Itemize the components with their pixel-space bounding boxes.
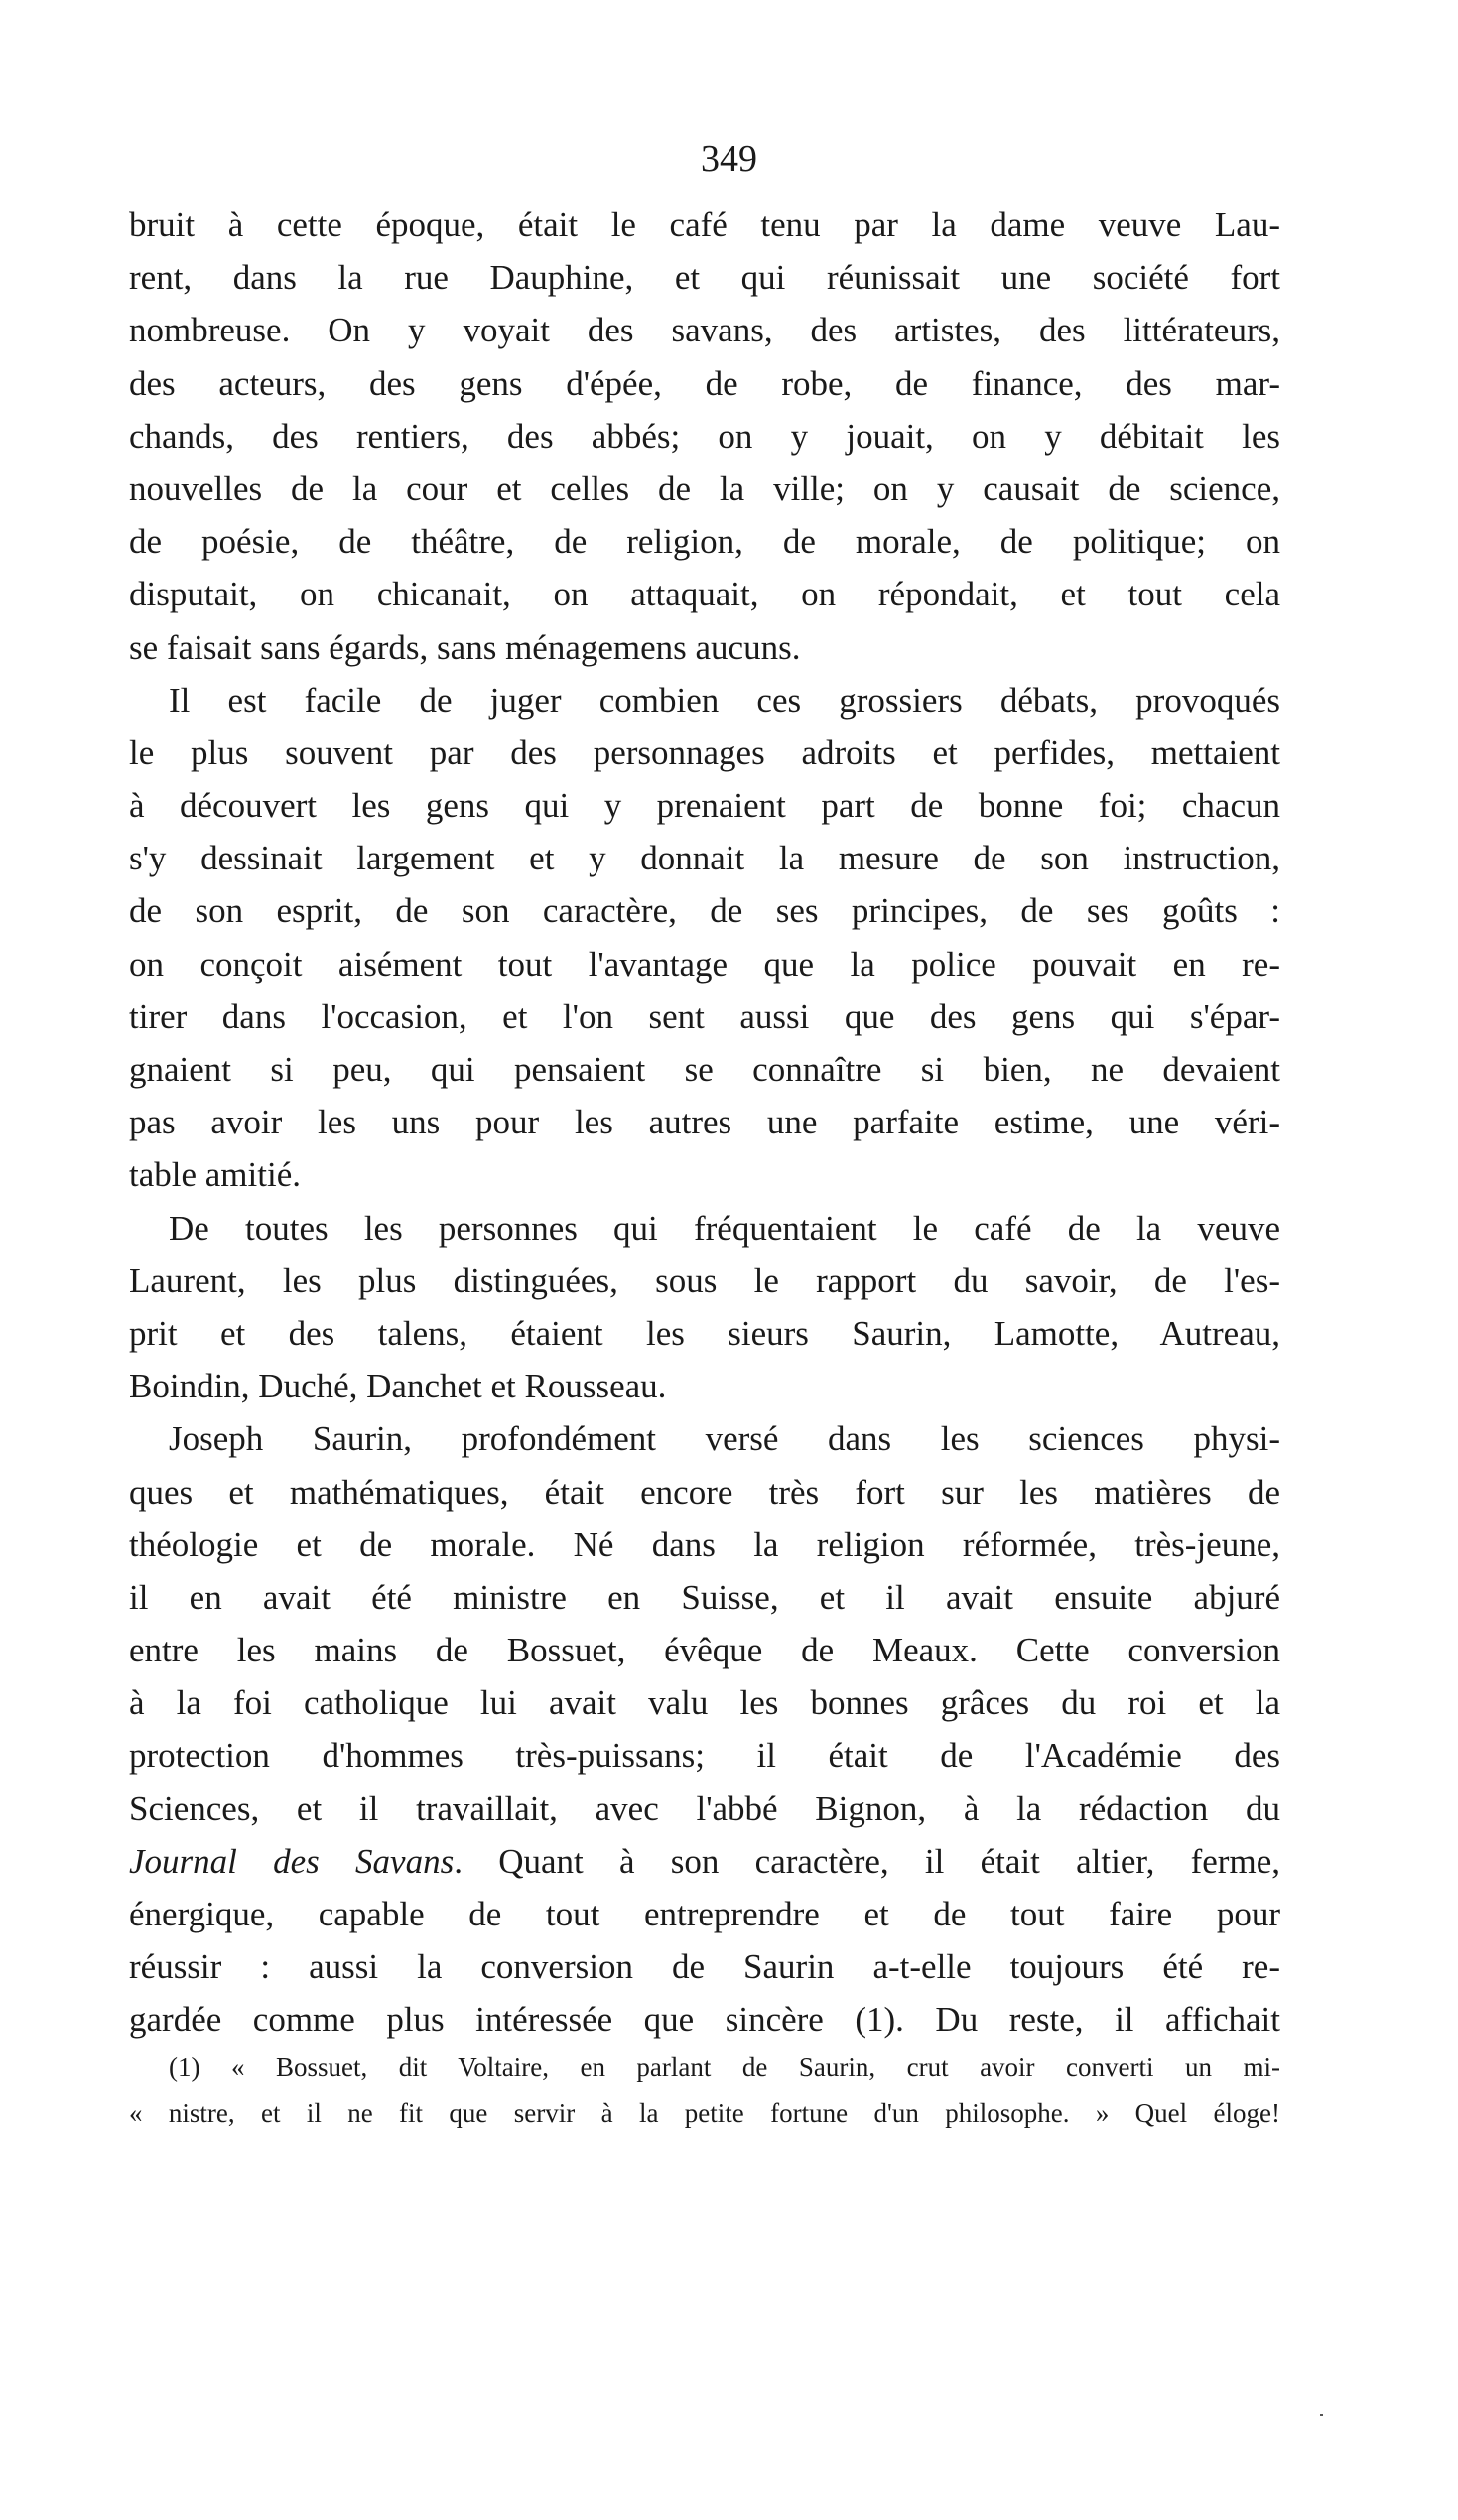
text-line: réussir : aussi la conversion de Saurin a-t-elle toujours été re-	[129, 1947, 1280, 1987]
text-line: il en avait été ministre en Suisse, et il avait ensuite abjuré	[129, 1577, 1280, 1617]
text-line: Joseph Saurin, profondément versé dans les sciences physi-	[169, 1419, 1280, 1459]
text-line: protection d'hommes très-puissans; il était de l'Académie des	[129, 1736, 1280, 1776]
text-line: à découvert les gens qui y prenaient part de bonne foi; chacun	[129, 786, 1280, 826]
text-line: des acteurs, des gens d'épée, de robe, de finance, des mar-	[129, 363, 1280, 403]
text-line: entre les mains de Bossuet, évêque de Meaux. Cette conversion	[129, 1631, 1280, 1670]
journal-title: Journal des Savans	[129, 1841, 455, 1881]
text-line: chands, des rentiers, des abbés; on y jouait, on y débitait les	[129, 416, 1280, 456]
text-line: gnaient si peu, qui pensaient se connaître si bien, ne devaient	[129, 1050, 1280, 1089]
text-line: à la foi catholique lui avait valu les bonnes grâces du roi et la	[129, 1683, 1280, 1723]
text-line: Il est facile de juger combien ces grossiers débats, provoqués	[169, 680, 1280, 720]
text-line: tirer dans l'occasion, et l'on sent aussi que des gens qui s'épar-	[129, 996, 1280, 1036]
text-line: table amitié.	[129, 1155, 301, 1195]
text-line: bruit à cette époque, était le café tenu par la dame veuve Lau-	[129, 205, 1280, 244]
text-line: de son esprit, de son caractère, de ses principes, de ses goûts :	[129, 891, 1280, 931]
footnote-line: (1) « Bossuet, dit Voltaire, en parlant de Saurin, crut avoir converti un mi-	[169, 2053, 1280, 2082]
text-line: nombreuse. On y voyait des savans, des artistes, des littérateurs,	[129, 311, 1280, 350]
text-line: nouvelles de la cour et celles de la ville; on y causait de science,	[129, 468, 1280, 508]
print-speck	[1320, 2414, 1323, 2416]
footnote-line: « nistre, et il ne fit que servir à la petite fortune d'un philosophe. » Quel éloge!	[129, 2098, 1280, 2128]
text-line: ques et mathématiques, était encore très fort sur les matières de	[129, 1472, 1280, 1512]
footnote	[129, 2045, 1280, 2136]
text-line: rent, dans la rue Dauphine, et qui réunissait une société fort	[129, 258, 1280, 298]
text-line: de poésie, de théâtre, de religion, de morale, de politique; on	[129, 522, 1280, 562]
text-line: disputait, on chicanait, on attaquait, on répondait, et tout cela	[129, 575, 1280, 614]
text-line: Sciences, et il travaillait, avec l'abbé Bignon, à la rédaction du	[129, 1789, 1280, 1828]
page-number: 349	[701, 138, 757, 180]
text-line: se faisait sans égards, sans ménagemens aucuns.	[129, 627, 801, 667]
body-text	[129, 199, 1280, 2047]
text-line: pas avoir les uns pour les autres une parfaite estime, une véri-	[129, 1103, 1280, 1142]
text-line: Boindin, Duché, Danchet et Rousseau.	[129, 1367, 667, 1406]
text-line: prit et des talens, étaient les sieurs Saurin, Lamotte, Autreau,	[129, 1313, 1280, 1353]
text-line: énergique, capable de tout entreprendre et de tout faire pour	[129, 1895, 1280, 1933]
text-line-journal: Journal des Savans. Quant à son caractère, il était altier, ferme,	[129, 1841, 1280, 1881]
text-line: Laurent, les plus distinguées, sous le rapport du savoir, de l'es-	[129, 1260, 1280, 1300]
text-line: gardée comme plus intéressée que sincère (1). Du reste, il affichait	[129, 2000, 1280, 2040]
text-line: on conçoit aisément tout l'avantage que la police pouvait en re-	[129, 944, 1280, 984]
text-line: théologie et de morale. Né dans la religion réformée, très-jeune,	[129, 1525, 1280, 1564]
text-line: De toutes les personnes qui fréquentaient le café de la veuve	[169, 1208, 1280, 1248]
text-line: s'y dessinait largement et y donnait la mesure de son instruction,	[129, 839, 1280, 878]
text-line: le plus souvent par des personnages adroits et perfides, mettaient	[129, 732, 1280, 772]
